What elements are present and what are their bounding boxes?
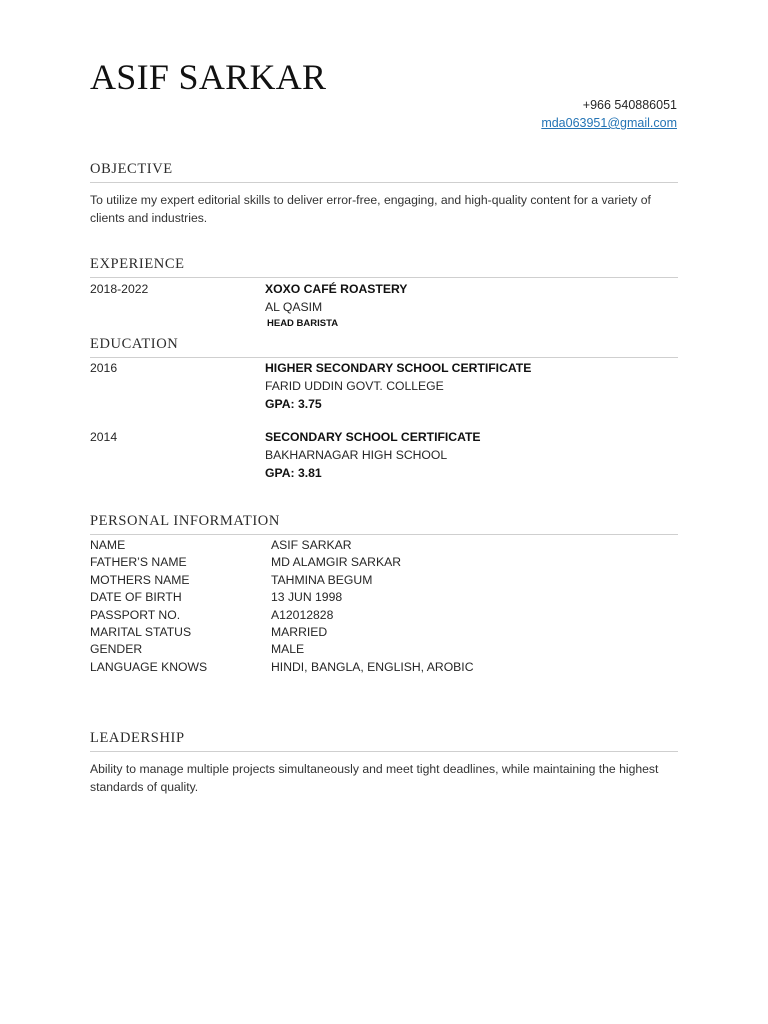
table-row <box>90 641 678 658</box>
field-label: NAME <box>90 538 126 552</box>
field-label: LANGUAGE KNOWS <box>90 659 208 674</box>
objective-section <box>90 161 678 227</box>
education-certificate: HIGHER SECONDARY SCHOOL CERTIFICATE <box>265 361 532 375</box>
education-institution: BAKHARNAGAR HIGH SCHOOL <box>265 448 448 462</box>
experience-dates: 2018-2022 <box>90 282 149 296</box>
field-value: MD ALAMGIR SARKAR <box>271 555 402 570</box>
education-section <box>90 336 678 482</box>
experience-location: AL QASIM <box>265 300 323 314</box>
email-link[interactable]: mda063951@gmail.com <box>541 116 677 130</box>
education-year: 2014 <box>90 430 118 444</box>
personal-information-table <box>90 537 678 676</box>
field-label: MARITAL STATUS <box>90 625 192 640</box>
education-gpa: GPA: 3.75 <box>265 397 322 411</box>
education-entry <box>90 428 678 482</box>
table-row <box>90 572 678 589</box>
education-institution: FARID UDDIN GOVT. COLLEGE <box>265 379 444 393</box>
education-year: 2016 <box>90 361 118 375</box>
education-title: EDUCATION <box>90 336 678 358</box>
phone-number: +966 540886051 <box>582 98 677 112</box>
field-label: PASSPORT NO. <box>90 607 181 622</box>
leadership-text: Ability to manage multiple projects simultaneously and meet tight deadlines, while maintaining the highest standards of quality. <box>90 762 659 794</box>
experience-section <box>90 256 678 332</box>
education-certificate: SECONDARY SCHOOL CERTIFICATE <box>265 430 481 444</box>
field-label: GENDER <box>90 642 143 657</box>
resume-name: ASIF SARKAR <box>90 57 327 97</box>
field-value: HINDI, BANGLA, ENGLISH, AROBIC <box>271 659 474 674</box>
table-row <box>90 659 678 676</box>
experience-title: EXPERIENCE <box>90 256 678 278</box>
table-row <box>90 554 678 571</box>
experience-role: HEAD BARISTA <box>267 318 339 329</box>
education-entry <box>90 359 678 413</box>
leadership-section <box>90 730 678 796</box>
table-row <box>90 607 678 624</box>
field-label: MOTHERS NAME <box>90 572 190 587</box>
personal-information-section <box>90 513 678 676</box>
field-label: FATHER’S NAME <box>90 555 187 570</box>
experience-company: XOXO CAFÉ ROASTERY <box>265 282 408 296</box>
experience-entry <box>90 280 678 332</box>
table-row <box>90 589 678 606</box>
field-value: MARRIED <box>271 625 328 640</box>
table-row <box>90 537 678 554</box>
personal-information-title: PERSONAL INFORMATION <box>90 513 678 535</box>
field-value: 13 JUN 1998 <box>271 590 343 605</box>
objective-title: OBJECTIVE <box>90 161 678 183</box>
field-value: TAHMINA BEGUM <box>271 572 373 587</box>
contact-block <box>541 96 677 132</box>
leadership-title: LEADERSHIP <box>90 730 678 752</box>
objective-text: To utilize my expert editorial skills to deliver error-free, engaging, and high-quality content for a variety of clients and industries. <box>90 193 651 225</box>
field-label: DATE OF BIRTH <box>90 590 182 605</box>
field-value: ASIF SARKAR <box>271 538 352 552</box>
field-value: MALE <box>271 642 305 657</box>
table-row <box>90 624 678 641</box>
education-gpa: GPA: 3.81 <box>265 466 322 480</box>
field-value: A12012828 <box>271 607 334 622</box>
